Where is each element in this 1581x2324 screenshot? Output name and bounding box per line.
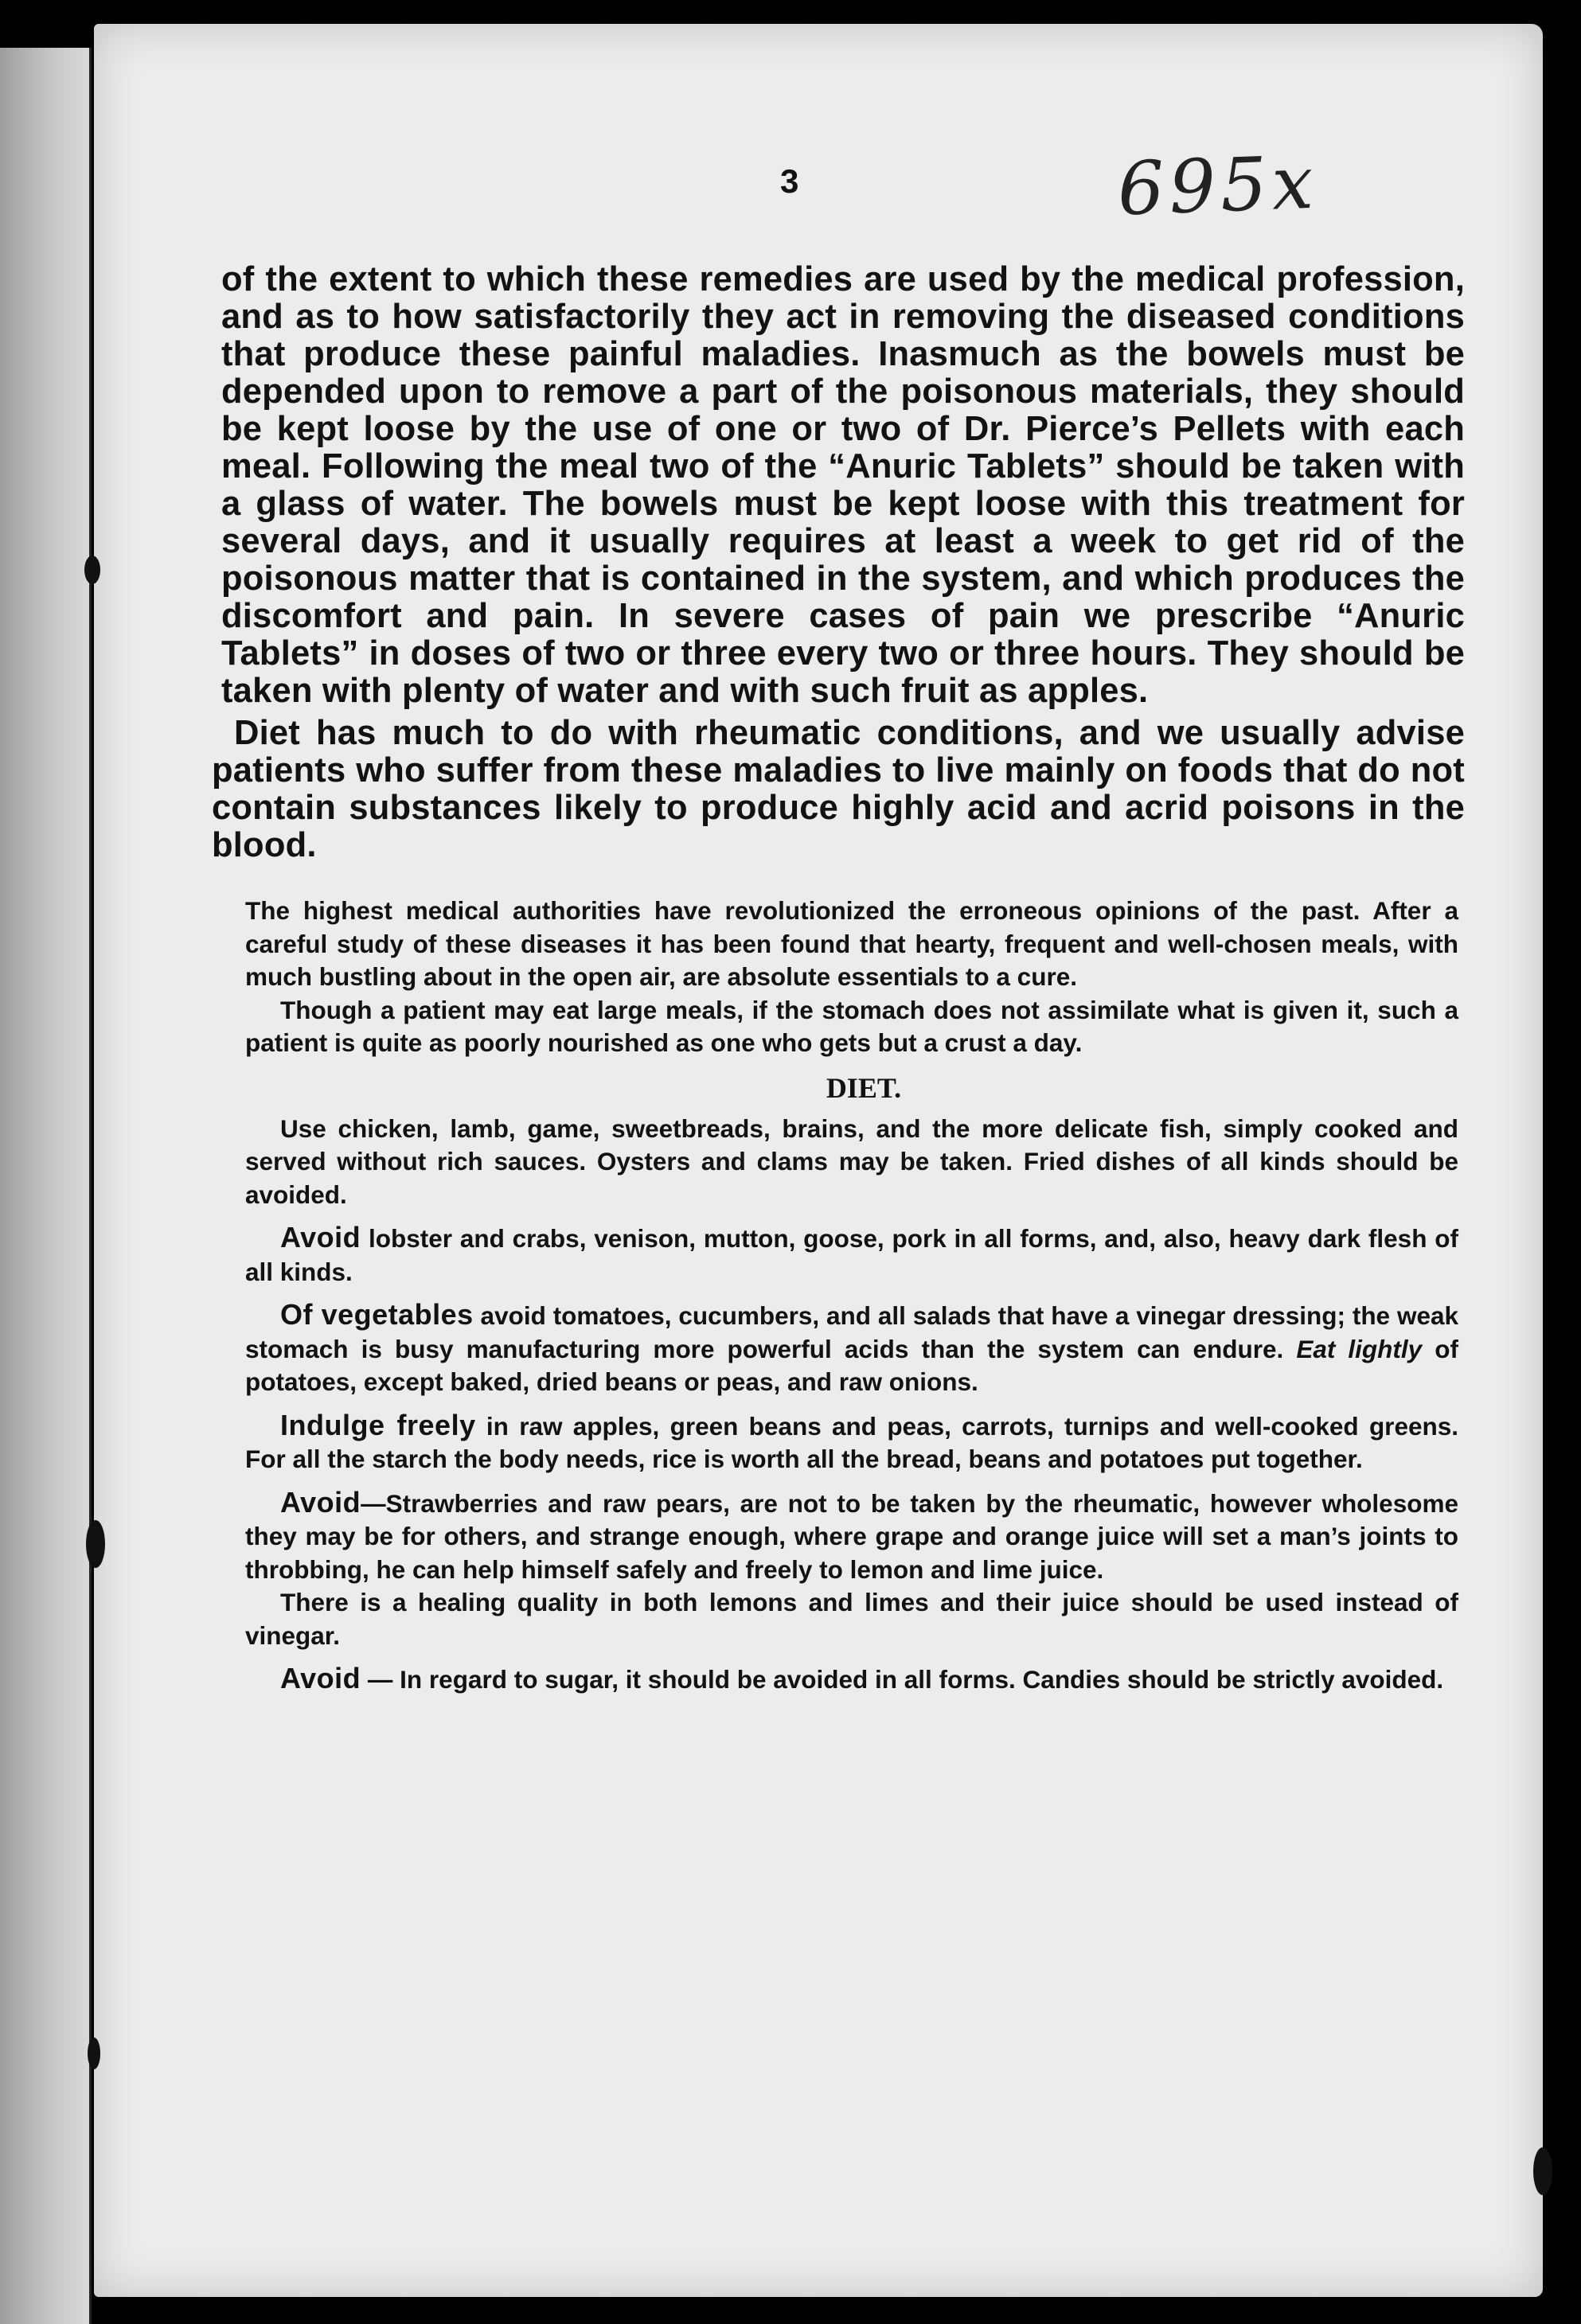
large-type-section <box>212 260 1465 864</box>
paragraph-large-meals: Though a patient may eat large meals, if the stomach does not assimilate what is given it, such a patient is quite as poorly nourished as one who gets but a crust a day. <box>245 995 1458 1057</box>
paragraph-avoid-fruits <box>245 1486 1458 1587</box>
paragraph-avoid-sugar <box>245 1662 1458 1697</box>
page-content <box>212 260 1465 1697</box>
avoid-meats-text: lobster and crabs, venison, mutton, goose, pork in all forms, and, also, heavy dark flesh of all kinds. <box>245 1224 1458 1286</box>
avoid-sugar-text: — In regard to sugar, it should be avoided in all forms. Candies should be strictly avoided. <box>361 1665 1444 1694</box>
diet-heading: DIET. <box>826 1071 902 1104</box>
paragraph-avoid-meats <box>245 1221 1458 1289</box>
vegetables-lead: Of vegetables <box>280 1298 474 1331</box>
avoid-fruits-text: —Strawberries and raw pears, are not to be taken by the rheumatic, however wholesome they may be for others, and strange enough, where grape and orange juice will set a man’s joints to throbbing, he can help himself safely and freely to lemon and lime juice. <box>245 1488 1458 1584</box>
vegetables-text-2: of potatoes, except baked, dried beans or peas, and raw onions. <box>245 1334 1458 1396</box>
indulge-text: in raw apples, green beans and peas, carrots, turnips and well-cooked greens. For all the starch the body needs, rice is worth all the bread, beans and potatoes put together. <box>245 1411 1458 1473</box>
paragraph-remedies: of the extent to which these remedies are used by the medical profession, and as to how satisfactorily they act in removing the diseased conditions that produce these painful maladies. Inasmuch as the bowels must be depended upon to remove a part of the poisonous materials, they should be kept loose by the use of one or two of Dr. Pierce’s Pellets with each meal. Following the meal two of the “Anuric Tablets” should be taken with a glass of water. The bowels must be kept loose with this treatment for several days, and it usually requires at least a week to get rid of the poisonous matter that is contained in the system, and which produces the discomfort and pain. In severe cases of pain we prescribe “Anuric Tablets” in doses of two or three every two or three hours. They should be taken with plenty of water and with such fruit as apples. <box>221 260 1465 710</box>
page-number: 3 <box>780 162 799 200</box>
paragraph-vegetables <box>245 1298 1458 1399</box>
indulge-lead: Indulge freely <box>280 1408 476 1441</box>
avoid-sugar-lead: Avoid <box>280 1662 361 1694</box>
paragraph-use: Use chicken, lamb, game, sweetbreads, brains, and the more delicate fish, simply cooked and served without rich sauces. Oysters and clams may be taken. Fried dishes of all kinds should be avoided. <box>245 1113 1458 1209</box>
paragraph-authorities: The highest medical authorities have revolutionized the erroneous opinions of the past. After a careful study of these diseases it has been found that hearty, frequent and well-chosen meals, with much bustling about in the open air, are absolute essentials to a cure. <box>245 896 1458 991</box>
eat-lightly-italic: Eat lightly <box>1296 1334 1423 1363</box>
binding-mark <box>86 1520 105 1568</box>
handwritten-note: 695x <box>1116 139 1320 232</box>
paragraph-healing: There is a healing quality in both lemons and limes and their juice should be used instead of vinegar. <box>245 1588 1458 1650</box>
vegetables-text-1: avoid tomatoes, cucumbers, and all salads that have a vinegar dressing; the weak stomach is busy manufacturing more powerful acids than the system can endure. <box>245 1301 1458 1363</box>
edge-mark <box>1533 2147 1552 2195</box>
paragraph-indulge <box>245 1409 1458 1476</box>
paragraph-diet-intro: Diet has much to do with rheumatic conditions, and we usually advise patients who suffer from these maladies to live mainly on foods that do not contain substances likely to produce highly acid and acrid poisons in the blood. <box>212 714 1465 864</box>
binding-mark <box>84 556 100 584</box>
small-type-section <box>221 895 1465 1697</box>
facing-page-edge <box>0 48 92 2324</box>
avoid-lead: Avoid <box>280 1221 361 1254</box>
document-page <box>94 24 1543 2297</box>
avoid-fruits-lead: Avoid <box>280 1485 361 1519</box>
binding-mark <box>88 2037 100 2069</box>
